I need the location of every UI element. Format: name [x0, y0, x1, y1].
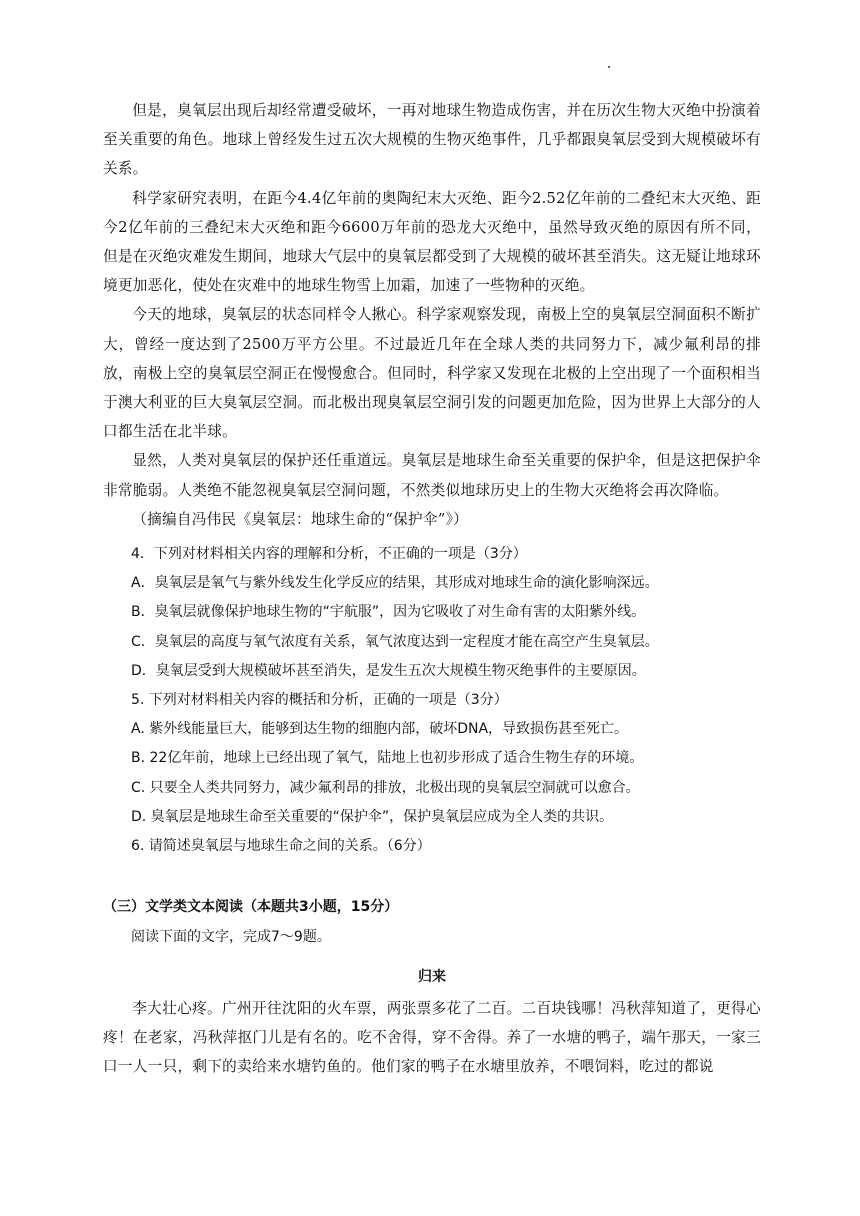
question-5-option-b: B. 22亿年前，地球上已经出现了氧气，陆地上也初步形成了适合生物生存的环境。 — [131, 750, 644, 767]
story-body — [103, 994, 761, 1082]
question-4-option-d: D．臭氧层受到大规模破坏甚至消失，是发生五次大规模生物灭绝事件的主要原因。 — [131, 662, 646, 679]
question-4-stem: 4．下列对材料相关内容的理解和分析，不正确的一项是（3分） — [131, 546, 527, 562]
passage-paragraph: 科学家研究表明，在距今4.4亿年前的奥陶纪末大灭绝、距今2.52亿年前的二叠纪末大灭绝、距今2亿年前的三叠纪末大灭绝和距今6600万年前的恐龙大灭绝中，虽然导致灭绝的原因有所不同，但是在灭绝灾难发生期间，地球大气层中的臭氧层都受到了大规模的破坏甚至消失。这无疑让地球环境更加恶化，使处在灾难中的地球生物雪上加霜，加速了一些物种的灭绝。 — [103, 189, 761, 295]
question-4-option-c: C．臭氧层的高度与氧气浓度有关系，氧气浓度达到一定程度才能在高空产生臭氧层。 — [131, 633, 659, 650]
questions-block — [103, 540, 761, 861]
question-6-stem: 6. 请简述臭氧层与地球生命之间的关系。（6分） — [131, 838, 431, 855]
question-5-option-a: A. 紫外线能量巨大，能够到达生物的细胞内部，破坏DNA，导致损伤甚至死亡。 — [131, 721, 629, 738]
story-title: 归来 — [418, 969, 446, 985]
section-three — [103, 892, 761, 1082]
question-5-option-d: D. 臭氧层是地球生命至关重要的“保护伞”，保护臭氧层应成为全人类的共识。 — [131, 808, 614, 825]
passage-body — [103, 96, 761, 534]
page-mark — [608, 66, 610, 68]
section-title: （三）文学类文本阅读（本题共3小题，15分） — [103, 899, 399, 915]
question-4-option-a: A．臭氧层是氧气与紫外线发生化学反应的结果，其形成对地球生命的演化影响深远。 — [131, 575, 659, 592]
question-4-option-b: B．臭氧层就像保护地球生物的“宇航服”，因为它吸收了对生命有害的太阳紫外线。 — [131, 604, 646, 621]
passage-source: （摘编自冯伟民《臭氧层：地球生命的“保护伞”》） — [132, 510, 469, 528]
passage-paragraph: 但是，臭氧层出现后却经常遭受破坏，一再对地球生物造成伤害，并在历次生物大灭绝中扮演着至关重要的角色。地球上曾经发生过五次大规模的生物灭绝事件，几乎都跟臭氧层受到大规模破坏有关系。 — [103, 102, 761, 178]
story-paragraph: 李大壮心疼。广州开往沈阳的火车票，两张票多花了二百。二百块钱哪！冯秋萍知道了，更得心疼！在老家，冯秋萍抠门儿是有名的。吃不舍得，穿不舍得。养了一水塘的鸭子，端午那天，一家三口一人一只，剩下的卖给来水塘钓鱼的。他们家的鸭子在水塘里放养，不喂饲料，吃过的都说 — [103, 1000, 761, 1076]
passage-paragraph: 今天的地球，臭氧层的状态同样令人揪心。科学家观察发现，南极上空的臭氧层空洞面积不断扩大，曾经一度达到了2500万平方公里。不过最近几年在全球人类的共同努力下，减少氟利昂的排放，南极上空的臭氧层空洞正在慢慢愈合。但同时，科学家又发现在北极的上空出现了一个面积相当于澳大利亚的巨大臭氧层空洞。而北极出现臭氧层空洞引发的问题更加危险，因为世界上大部分的人口都生活在北半球。 — [103, 306, 761, 441]
section-intro: 阅读下面的文字，完成7～9题。 — [131, 929, 331, 945]
question-5-option-c: C. 只要全人类共同努力，减少氟利昂的排放，北极出现的臭氧层空洞就可以愈合。 — [131, 779, 640, 796]
passage-paragraph: 显然，人类对臭氧层的保护还任重道远。臭氧层是地球生命至关重要的保护伞，但是这把保护伞非常脆弱。人类绝不能忽视臭氧层空洞问题，不然类似地球历史上的生物大灭绝将会再次降临。 — [103, 452, 761, 499]
question-5-stem: 5. 下列对材料相关内容的概括和分析，正确的一项是（3分） — [131, 692, 508, 709]
